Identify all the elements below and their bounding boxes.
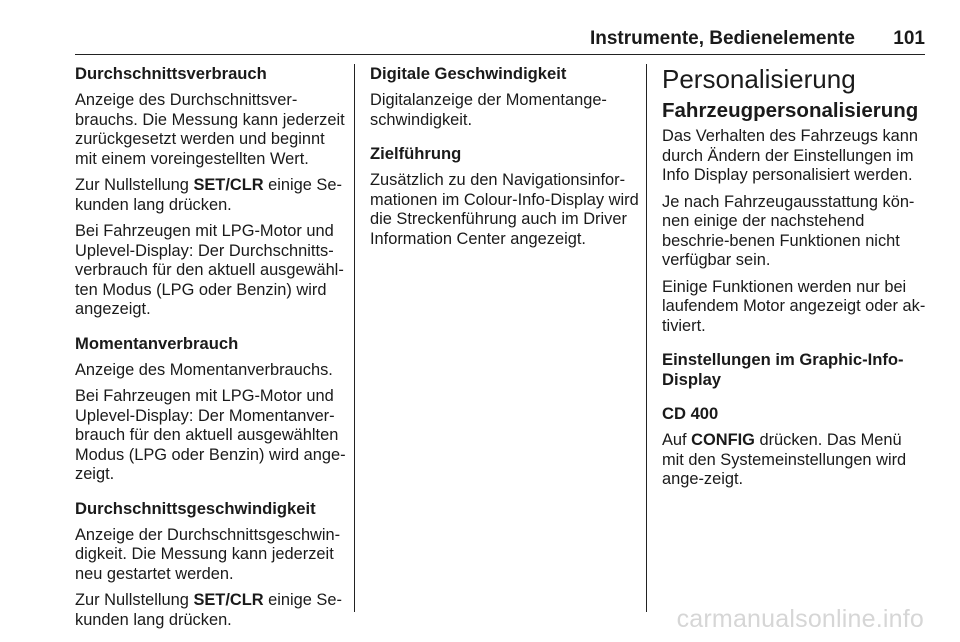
column-divider	[646, 64, 647, 612]
paragraph: Zur Nullstellung SET/CLR einige Se-kunden lang drücken.	[75, 176, 342, 214]
heading-cd-400: CD 400	[662, 404, 719, 423]
page-number: 101	[893, 28, 925, 49]
set-clr-label: SET/CLR	[193, 176, 264, 194]
paragraph: Bei Fahrzeugen mit LPG-Motor und Uplevel-Display: Der Momentanver-brauch für den aktuell ausgewählten Modus (LPG oder Benzin) wird ange-zeigt.	[75, 387, 346, 483]
paragraph: Anzeige des Momentanverbrauchs.	[75, 360, 333, 379]
paragraph: Auf CONFIG drücken. Das Menü mit den Systemeinstellungen wird ange-zeigt.	[662, 431, 907, 488]
column-3	[662, 64, 927, 497]
paragraph: Anzeige der Durchschnittsgeschwin-digkeit. Die Messung kann jederzeit neu gestartet werden.	[75, 525, 341, 583]
paragraph: Einige Funktionen werden nur bei laufendem Motor angezeigt oder ak-tiviert.	[662, 277, 926, 335]
heading-momentanverbrauch: Momentanverbrauch	[75, 333, 239, 353]
heading-durchschnittsgeschwindigkeit: Durchschnittsgeschwindigkeit	[75, 498, 316, 518]
paragraph: Zusätzlich zu den Navigationsinfor-mationen im Colour-Info-Display wird die Streckenführung auch im Driver Information Center angezeigt.	[370, 171, 639, 248]
paragraph: Zur Nullstellung SET/CLR einige Se-kunden lang drücken.	[75, 591, 342, 629]
column-2	[370, 64, 642, 256]
heading-durchschnittsverbrauch: Durchschnittsverbrauch	[75, 64, 267, 83]
column-1	[75, 64, 347, 637]
config-label: CONFIG	[691, 431, 755, 449]
heading-zielfuehrung: Zielführung	[370, 144, 462, 163]
paragraph: Digitalanzeige der Momentange-schwindigkeit.	[370, 91, 607, 129]
section-title: Instrumente, Bedienelemente	[589, 28, 855, 49]
paragraph: Das Verhalten des Fahrzeugs kann durch Ändern der Einstellungen im Info Display personalisiert werden.	[662, 127, 919, 184]
paragraph: Bei Fahrzeugen mit LPG-Motor und Uplevel-Display: Der Durchschnitts-verbrauch für den aktuell ausgewähl-ten Modus (LPG oder Benzin) wird angezeigt.	[75, 222, 344, 318]
chapter-title: Personalisierung	[662, 64, 856, 94]
column-divider	[354, 64, 355, 612]
set-clr-label: SET/CLR	[193, 591, 264, 609]
heading-fahrzeugpersonalisierung: Fahrzeugpersonalisierung	[662, 99, 919, 122]
page-header	[75, 28, 925, 55]
paragraph: Je nach Fahrzeugausstattung kön-nen einige der nachstehend beschrie-benen Funktionen nicht verfügbar sein.	[662, 192, 915, 269]
paragraph: Anzeige des Durchschnittsver-brauchs. Die Messung kann jederzeit zurückgesetzt werden und beginnt mit einem voreingestellten Wert.	[75, 91, 345, 168]
heading-graphic-info-display: Einstellungen im Graphic-Info-Display	[662, 350, 904, 389]
watermark: carmanualsonline.info	[676, 605, 924, 633]
heading-digitale-geschwindigkeit: Digitale Geschwindigkeit	[370, 64, 567, 83]
